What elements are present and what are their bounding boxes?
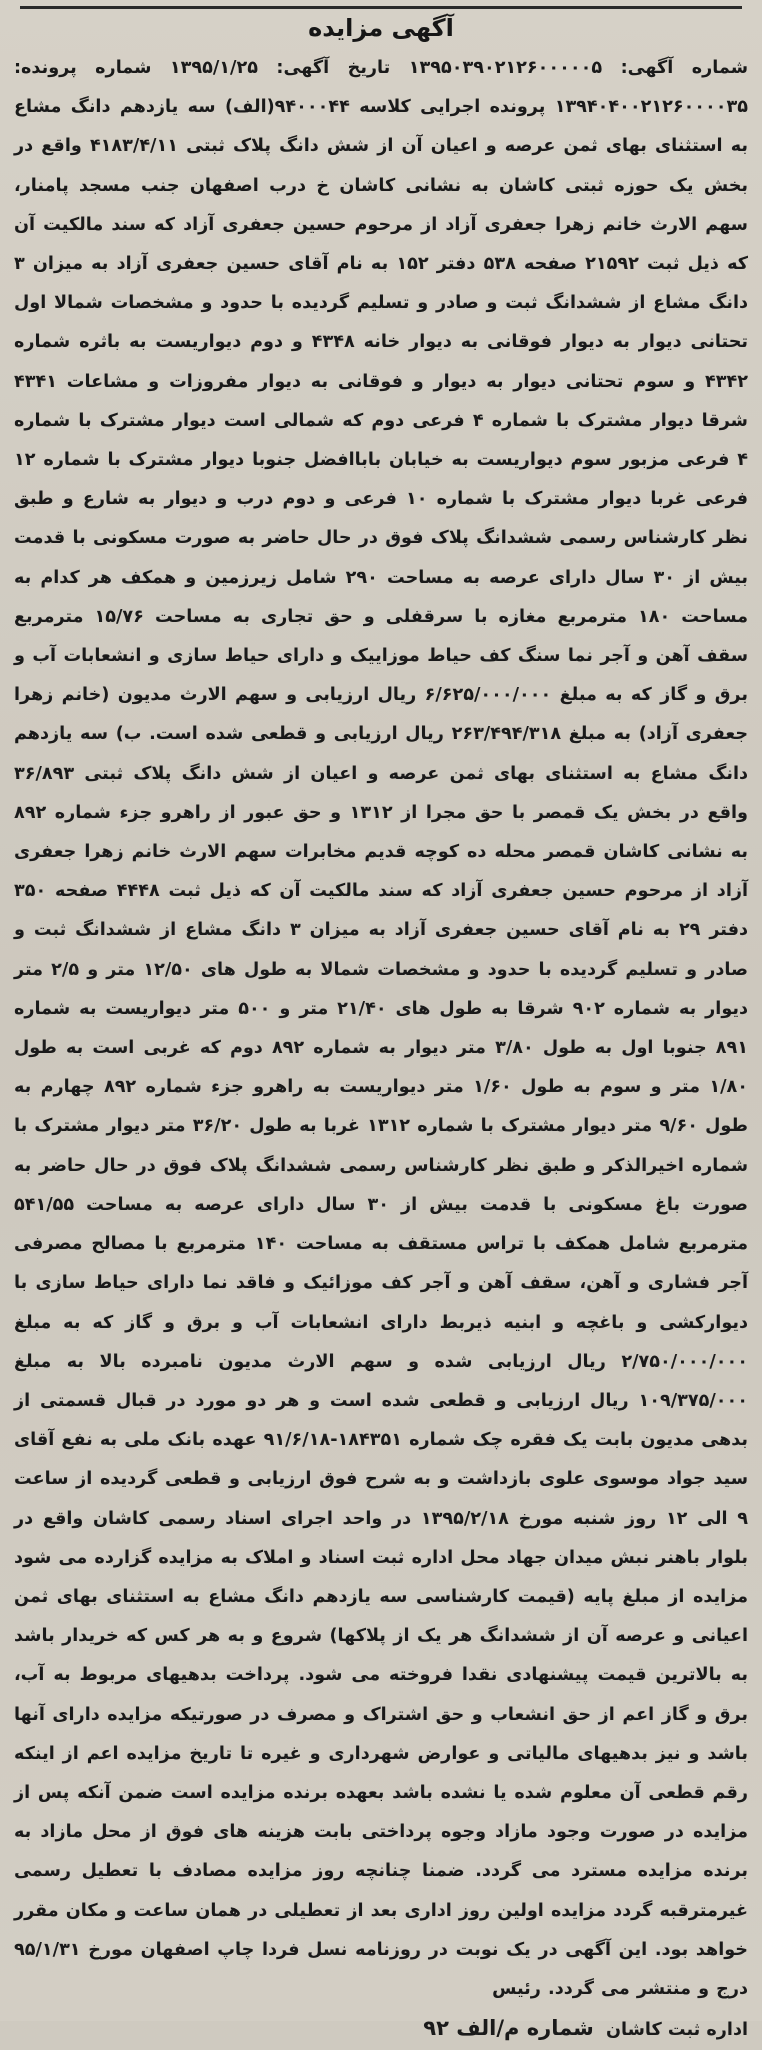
notice-title: آگهی مزایده	[308, 14, 454, 42]
footer-code: شماره م/الف ۹۲	[423, 2016, 594, 2041]
notice-paragraph: شماره آگهی: ۱۳۹۵۰۳۹۰۲۱۲۶۰۰۰۰۰۵ تاریخ آگهی: ۱۳۹۵/۱/۲۵ شماره پرونده: ۱۳۹۴۰۴۰۰۲۱۲۶۰۰۰۰۳۵ پرونده اجرایی کلاسه ۹۴۰۰۰۴۴(الف) سه یازدهم دانگ مشاع به استثنای بهای ثمن عرصه و اعیان آن از شش دانگ پلاک ثبتی ۴۱۸۳/۴/۱۱ واقع در بخش یک حوزه ثبتی کاشان به نشانی کاشان خ درب اصفهان جنب مسجد پامنار، سهم الارث خانم زهرا جعفری آزاد از مرحوم حسین جعفری آزاد که سند مالکیت آن که ذیل ثبت ۲۱۵۹۲ صفحه ۵۳۸ دفتر ۱۵۲ به نام آقای حسین جعفری آزاد به میزان ۳ دانگ مشاع از ششدانگ ثبت و صادر و تسلیم گردیده با حدود و مشخصات شمالا اول تحتانی دیوار به دیوار فوقانی به دیوار خانه ۴۳۴۸ و دوم دیواریست به باثره شماره ۴۳۴۲ و سوم تحتانی دیوار به دیوار و فوقانی به دیوار مفروزات و مشاعات ۴۳۴۱ شرقا دیوار مشترک با شماره ۴ فرعی دوم که شمالی است دیوار مشترک با شماره ۴ فرعی مزبور سوم دیواریست به خیابان باباافضل جنوبا دیوار مشترک با شماره ۱۲ فرعی غربا دیوار مشترک با شماره ۱۰ فرعی و دوم درب و دیوار به شارع و طبق نظر کارشناس رسمی ششدانگ پلاک فوق در حال حاضر به صورت مسکونی با قدمت بیش از ۳۰ سال دارای عرصه به مساحت ۲۹۰ شامل زیرزمین و همکف هر کدام به مساحت ۱۸۰ مترمربع مغازه با سرقفلی و حق تجاری به مساحت ۱۵/۷۶ مترمربع سقف آهن و آجر نما سنگ کف حیاط موزاییک و دارای حیاط سازی و انشعابات آب و برق و گاز که به مبلغ ۶/۶۲۵/۰۰۰/۰۰۰ ریال ارزیابی و سهم الارث مدیون (خانم زهرا جعفری آزاد) به مبلغ ۲۶۳/۴۹۴/۳۱۸ ریال ارزیابی و قطعی شده است. ب) سه یازدهم دانگ مشاع به استثنای بهای ثمن عرصه و اعیان از شش دانگ پلاک ثبتی ۳۶/۸۹۳ واقع در بخش یک قمصر با حق مجرا از ۱۳۱۲ و حق عبور از راهرو جزء شماره ۸۹۲ به نشانی کاشان قمصر محله ده کوچه قدیم مخابرات سهم الارث خانم زهرا جعفری آزاد از مرحوم حسین جعفری آزاد که سند مالکیت آن که ذیل ثبت ۴۴۴۸ صفحه ۳۵۰ دفتر ۲۹ به نام آقای حسین جعفری آزاد به میزان ۳ دانگ مشاع از ششدانگ ثبت و صادر و تسلیم گردیده با حدود و مشخصات شمالا به طول های ۱۲/۵۰ متر و ۲/۵ متر دیوار به شماره ۹۰۲ شرقا به طول های ۲۱/۴۰ متر و ۵۰۰ متر دیواریست به شماره ۸۹۱ جنوبا اول به طول ۳/۸۰ متر دیوار به شماره ۸۹۲ دوم که غربی است به طول ۱/۸۰ متر و سوم به طول ۱/۶۰ متر دیواریست به راهرو جزء شماره ۸۹۲ چهارم به طول ۹/۶۰ متر دیوار مشترک با شماره ۱۳۱۲ غربا به طول ۳۶/۲۰ متر دیوار مشترک با شماره اخیرالذکر و طبق نظر کارشناس رسمی ششدانگ پلاک فوق در حال حاضر به صورت باغ مسکونی با قدمت بیش از ۳۰ سال دارای عرصه به مساحت ۵۴۱/۵۵ مترمربع شامل همکف با تراس مستقف به مساحت ۱۴۰ مترمربع با مصالح مصرفی آجر فشاری و آهن، سقف آهن و آجر کف موزائیک و فاقد نما دارای حیاط سازی با دیوارکشی و باغچه و ابنیه ذیربط دارای انشعابات آب و برق و گاز که به مبلغ ۲/۷۵۰/۰۰۰/۰۰۰ ریال ارزیابی شده و سهم الارث مدیون نامبرده بالا به مبلغ ۱۰۹/۳۷۵/۰۰۰ ریال ارزیابی و قطعی شده است و هر دو مورد در قبال قسمتی از بدهی مدیون بابت یک فقره چک شماره ۱۸۴۳۵۱-۹۱/۶/۱۸ عهده بانک ملی به نفع آقای سید جواد موسوی علوی بازداشت و به شرح فوق ارزیابی و قطعی گردیده از ساعت ۹ الی ۱۲ روز شنبه مورخ ۱۳۹۵/۲/۱۸ در واحد اجرای اسناد رسمی کاشان واقع در بلوار باهنر نبش میدان جهاد محل اداره ثبت اسناد و املاک به مزایده گزارده می شود مزایده از مبلغ پایه (قیمت کارشناسی سه یازدهم دانگ مشاع به استثنای بهای ثمن اعیانی و عرصه آن از ششدانگ هر یک از پلاکها) شروع و به هر کس که خریدار باشد به بالاترین قیمت پیشنهادی نقدا فروخته می شود. پرداخت بدهیهای مربوط به آب، برق و گاز اعم از حق انشعاب و حق اشتراک و مصرف در صورتیکه مزایده دارای آنها باشد و نیز بدهیهای مالیاتی و عوارض شهرداری و غیره تا تاریخ مزایده اعم از اینکه رقم قطعی آن معلوم شده یا نشده باشد بعهده برنده مزایده است ضمن آنکه پس از مزایده در صورت وجود مازاد وجوه پرداختی بابت هزینه های فوق از محل مازاد به برنده مزایده مسترد می گردد. ضمنا چنانچه روز مزایده مصادف با تعطیل رسمی غیرمترقبه گردد مزایده اولین روز اداری بعد از تعطیلی در همان ساعت و مکان مقرر خواهد بود. این آگهی در یک نوبت در روزنامه نسل فردا چاپ اصفهان مورخ ۹۵/۱/۳۱ درج و منتشر می گردد. رئیس	[13, 58, 749, 1999]
notice-body	[14, 49, 748, 2009]
top-divider	[20, 6, 742, 9]
notice-footer	[14, 2009, 748, 2050]
footer-office: اداره ثبت کاشان	[605, 2020, 748, 2041]
